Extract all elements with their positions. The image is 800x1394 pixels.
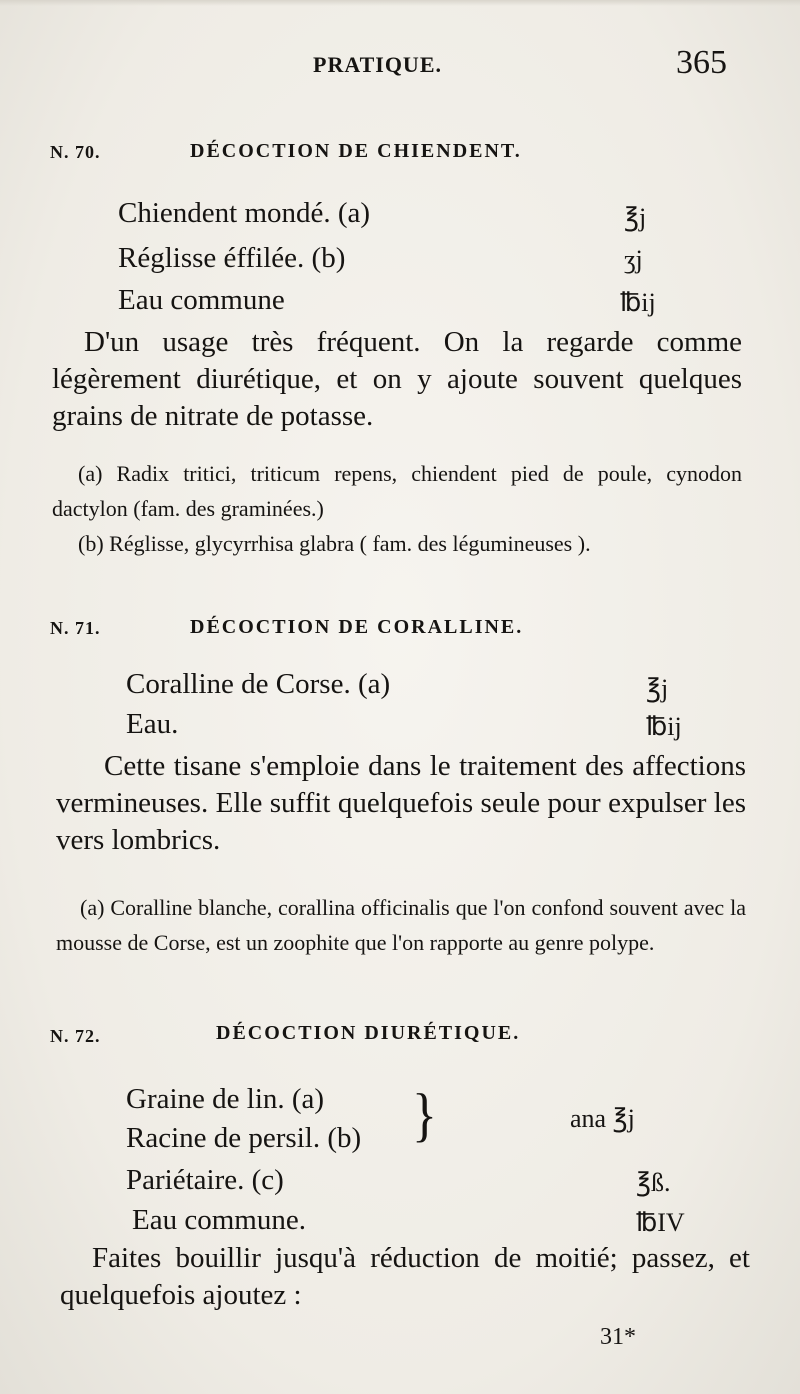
recipe-description: D'un usage très fréquent. On la regarde comme légèrement diurétique, et on y ajoute souvent quelques grains de nitrate de potasse. (52, 326, 742, 432)
ingredient-name: Chiendent mondé. (a) (118, 197, 371, 229)
ingredient-quantity: ℥j (646, 674, 669, 703)
ingredient-name: Réglisse éffilée. (b) (118, 242, 346, 274)
recipe-title: DÉCOCTION DIURÉTIQUE. (216, 1022, 521, 1044)
ingredient-quantity: ℔ij (620, 288, 656, 317)
ingredient-name: Eau commune. (132, 1204, 306, 1236)
recipe-number: N. 70. (50, 142, 101, 162)
recipe-number: N. 72. (50, 1026, 101, 1046)
ingredient-quantity: ℥j (624, 203, 647, 232)
page-edge-shadow (0, 0, 800, 6)
ingredient-name: Graine de lin. (a) (126, 1083, 325, 1115)
recipe-description: Cette tisane s'emploie dans le traitement des affections vermineuses. Elle suffit quelquefois seule pour expulser les vers lombrics. (56, 750, 746, 856)
page-number: 365 (676, 44, 727, 81)
ingredient-quantity: ana ℥j (570, 1104, 635, 1133)
ingredient-name: Coralline de Corse. (a) (126, 668, 391, 700)
ingredient-quantity: ʒj (624, 245, 643, 274)
ingredient-quantity: ℥ß. (636, 1168, 671, 1197)
ingredient-quantity: ℔ij (646, 712, 682, 741)
recipe-title: DÉCOCTION DE CHIENDENT. (190, 140, 522, 162)
recipe-number: N. 71. (50, 618, 101, 638)
ingredient-quantity: ℔IV (636, 1208, 685, 1237)
ingredient-name: Pariétaire. (c) (126, 1164, 284, 1196)
recipe-description: Faites bouillir jusqu'à réduction de moitié; passez, et quelquefois ajoutez : (60, 1242, 750, 1311)
ingredient-name: Eau commune (118, 284, 285, 316)
footnote: (b) Réglisse, glycyrrhisa glabra ( fam. des légumineuses ). (78, 531, 591, 556)
ingredient-name: Racine de persil. (b) (126, 1122, 362, 1154)
signature-mark: 31* (600, 1324, 636, 1350)
footnote: (a) Coralline blanche, corallina officinalis que l'on confond souvent avec la mousse de Corse, est un zoophite que l'on rapporte au genre polype. (56, 895, 746, 955)
ingredient-name: Eau. (126, 708, 179, 740)
footnote: (a) Radix tritici, triticum repens, chiendent pied de poule, cynodon dactylon (fam. des graminées.) (52, 461, 742, 521)
running-title: PRATIQUE. (313, 52, 442, 77)
recipe-title: DÉCOCTION DE CORALLINE. (190, 616, 524, 638)
grouping-brace: } (412, 1082, 437, 1149)
